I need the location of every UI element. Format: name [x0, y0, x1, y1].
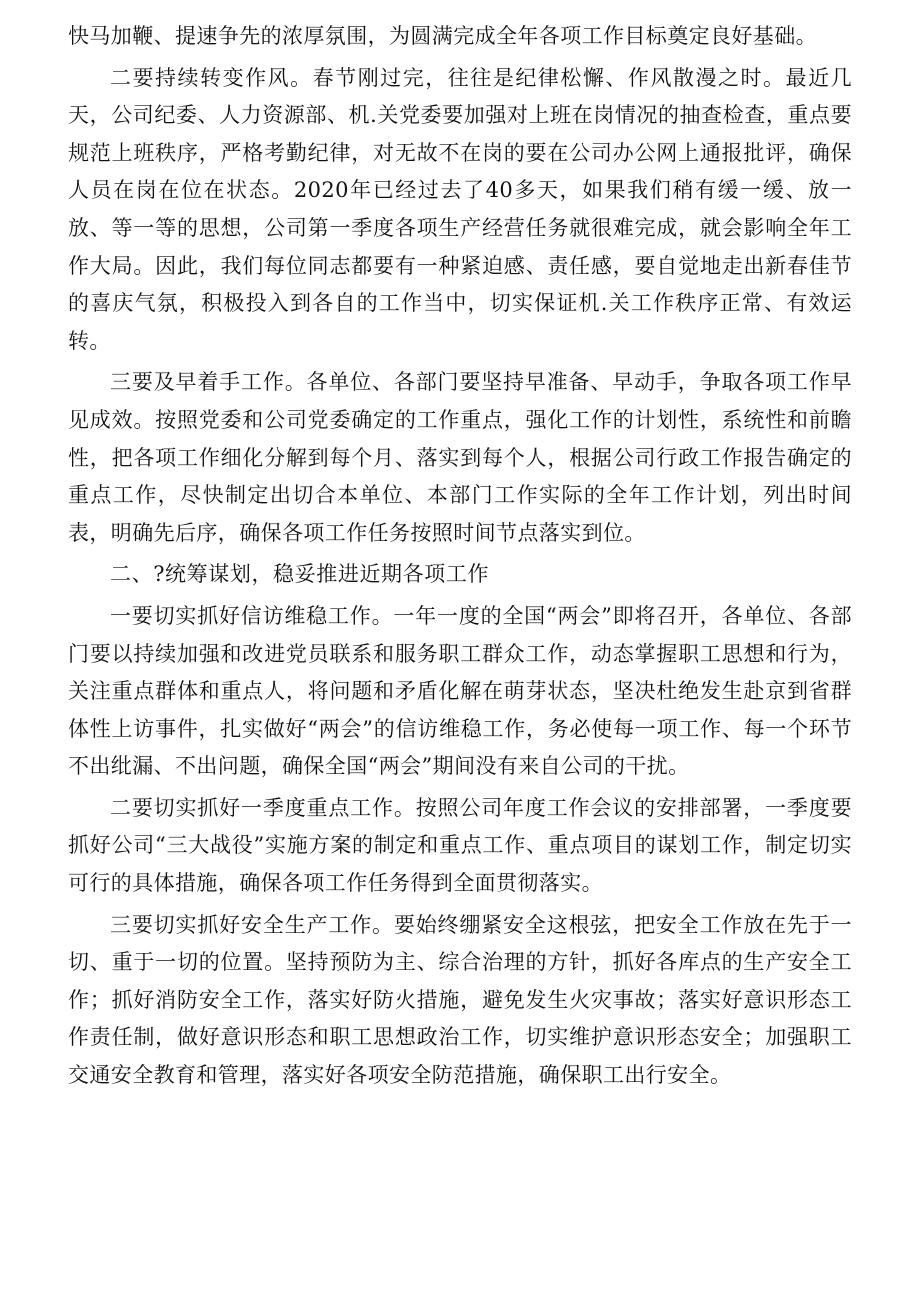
section-heading: 二、?统筹谋划，稳妥推进近期各项工作 [110, 562, 490, 587]
paragraph-early-start: 三要及早着手工作。各单位、各部门要坚持早准备、早动手，争取各项工作早见成效。按照党委和公司党委确定的工作重点，强化工作的计划性，系统性和前瞻性，把各项工作细化分解到每个月、落实到每个人，根据公司行政工作报告确定的重点工作，尽快制定出切合本单位、本部门工作实际的全年工作计划，列出时间表，明确先后序，确保各项工作任务按照时间节点落实到位。 [68, 370, 852, 545]
paragraph-safety-production: 三要切实抓好安全生产工作。要始终绷紧安全这根弦，把安全工作放在先于一切、重于一切的位置。坚持预防为主、综合治理的方针，抓好各库点的生产安全工作；抓好消防安全工作，落实好防火措施，避免发生火灾事故；落实好意识形态工作责任制，做好意识形态和职工思想政治工作，切实维护意识形态安全；加强职工交通安全教育和管理，落实好各项安全防范措施，确保职工出行安全。 [68, 912, 852, 1088]
paragraph-petition-stability: 一要切实抓好信访维稳工作。一年一度的全国“两会”即将召开，各单位、各部门要以持续加强和改进党员联系和服务职工群众工作，动态掌握职工思想和行为，关注重点群体和重点人，将问题和矛盾化解在萌芽状态，坚决杜绝发生赴京到省群体性上访事件，扎实做好“两会”的信访维稳工作，务必使每一项工作、每一个环节不出纰漏、不出问题，确保全国“两会”期间没有来自公司的干扰。 [68, 603, 852, 779]
paragraph-first-quarter: 二要切实抓好一季度重点工作。按照公司年度工作会议的安排部署，一季度要抓好公司“三大战役”实施方案的制定和重点工作、重点项目的谋划工作，制定切实可行的具体措施，确保各项工作任务得到全面贯彻落实。 [68, 795, 852, 896]
paragraph-work-style: 二要持续转变作风。春节刚过完，往往是纪律松懈、作风散漫之时。最近几天，公司纪委、人力资源部、机.关党委要加强对上班在岗情况的抽查检查，重点要规范上班秩序，严格考勤纪律，对无故不在岗的要在公司办公网上通报批评，确保人员在岗在位在状态。2020年已经过去了40多天，如果我们稍有缓一缓、放一放、等一等的思想，公司第一季度各项生产经营任务就很难完成，就会影响全年工作大局。因此，我们每位同志都要有一种紧迫感、责任感，要自觉地走出新春佳节的喜庆气氛，积极投入到各自的工作当中，切实保证机.关工作秩序正常、有效运转。 [68, 65, 852, 353]
paragraph-continued: 快马加鞭、提速争先的浓厚氛围，为圆满完成全年各项工作目标奠定良好基础。 [68, 24, 817, 48]
